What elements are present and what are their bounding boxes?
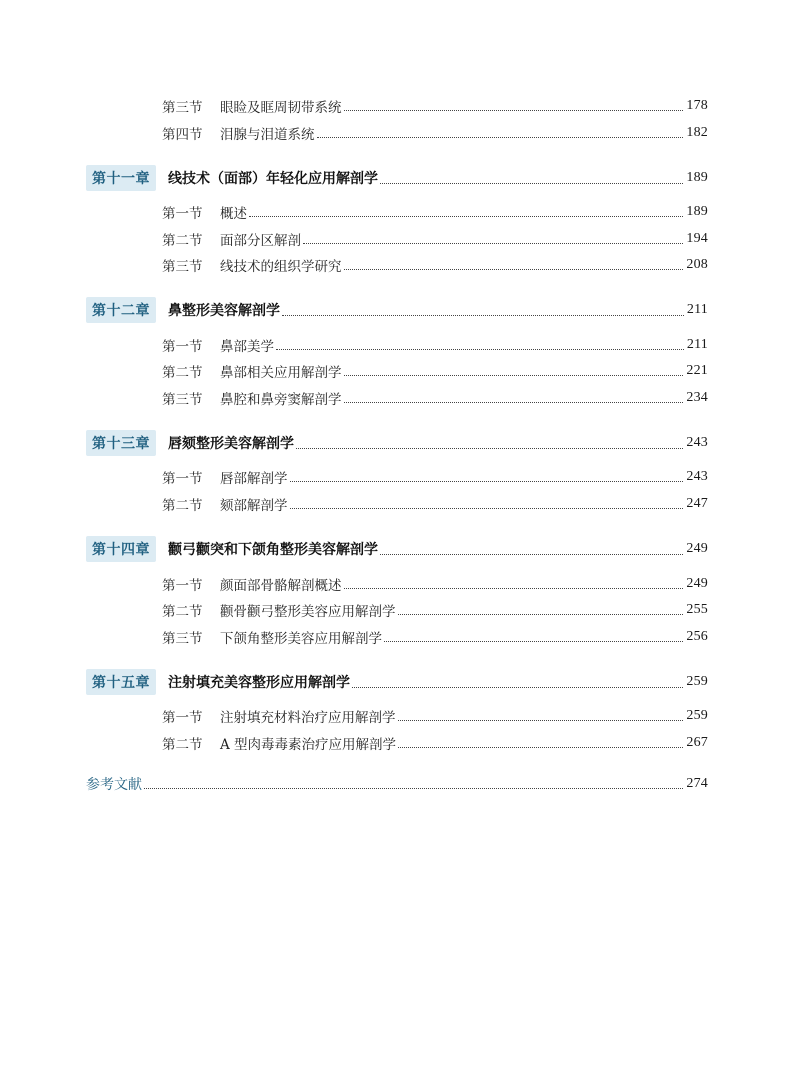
page-number: 274 [686, 776, 708, 791]
dot-leader [290, 507, 684, 509]
toc-chapter-row[interactable] [86, 669, 708, 695]
section-title: 眼睑及眶周韧带系统 [220, 100, 342, 116]
section-number: 第一节 [162, 710, 203, 726]
section-title: 唇部解剖学 [220, 471, 288, 487]
section-title: 泪腺与泪道系统 [220, 127, 315, 143]
toc-section-row[interactable] [162, 200, 708, 224]
toc-section-row[interactable] [162, 386, 708, 410]
toc-section-row[interactable] [162, 253, 708, 277]
toc-section-row[interactable] [162, 121, 708, 145]
page-number: 221 [686, 363, 708, 378]
page-number: 189 [686, 204, 708, 219]
chapter-label-badge: 第十四章 [86, 536, 156, 562]
toc-chapter-row[interactable] [86, 536, 708, 562]
page-number: 211 [686, 337, 708, 352]
page-number: 267 [686, 735, 708, 750]
section-number: 第三节 [162, 392, 203, 408]
page-number: 247 [686, 496, 708, 511]
dot-leader [249, 215, 683, 217]
chapter-title: 唇颏整形美容解剖学 [168, 436, 294, 452]
section-number: 第四节 [162, 127, 203, 143]
page-number: 234 [686, 390, 708, 405]
dot-leader [344, 587, 684, 589]
dot-leader [344, 374, 684, 376]
dot-leader [380, 553, 683, 555]
page-number: 249 [686, 576, 708, 591]
section-title: 概述 [220, 206, 247, 222]
section-number: 第二节 [162, 233, 203, 249]
toc-chapter-row[interactable] [86, 430, 708, 456]
chapter-label-badge: 第十二章 [86, 297, 156, 323]
section-number: 第二节 [162, 737, 203, 753]
section-title: A 型肉毒毒素治疗应用解剖学 [220, 737, 397, 753]
dot-leader [296, 447, 683, 449]
toc-chapter-row[interactable] [86, 165, 708, 191]
dot-leader [398, 719, 684, 721]
section-number: 第一节 [162, 578, 203, 594]
toc-section-row[interactable] [162, 465, 708, 489]
section-title: 鼻腔和鼻旁窦解剖学 [220, 392, 342, 408]
page-number: 208 [686, 257, 708, 272]
page-number: 256 [686, 629, 708, 644]
dot-leader [276, 348, 684, 350]
toc-section-row[interactable] [162, 572, 708, 596]
section-title: 鼻部相关应用解剖学 [220, 365, 342, 381]
section-number: 第一节 [162, 339, 203, 355]
dot-leader [303, 242, 683, 244]
dot-leader [398, 613, 684, 615]
toc-section-row[interactable] [162, 359, 708, 383]
chapter-title: 注射填充美容整形应用解剖学 [168, 675, 350, 691]
page-number: 194 [686, 231, 708, 246]
section-title: 下颌角整形美容应用解剖学 [220, 631, 382, 647]
toc-references-row[interactable] [86, 772, 708, 796]
section-number: 第三节 [162, 631, 203, 647]
section-title: 鼻部美学 [220, 339, 274, 355]
section-title: 颧骨颧弓整形美容应用解剖学 [220, 604, 396, 620]
dot-leader [144, 787, 683, 789]
toc-section-row[interactable] [162, 598, 708, 622]
dot-leader [384, 640, 683, 642]
dot-leader [344, 268, 684, 270]
dot-leader [352, 686, 683, 688]
section-title: 注射填充材料治疗应用解剖学 [220, 710, 396, 726]
section-title: 颜面部骨骼解剖概述 [220, 578, 342, 594]
page-number: 259 [686, 708, 708, 723]
page-number: 249 [686, 541, 708, 556]
section-number: 第一节 [162, 471, 203, 487]
toc-section-row[interactable] [162, 625, 708, 649]
section-number: 第二节 [162, 365, 203, 381]
chapter-label-badge: 第十一章 [86, 165, 156, 191]
chapter-label-badge: 第十三章 [86, 430, 156, 456]
page-number: 178 [686, 98, 708, 113]
dot-leader [344, 109, 684, 111]
page-number: 189 [686, 170, 708, 185]
section-number: 第二节 [162, 498, 203, 514]
section-title: 颏部解剖学 [220, 498, 288, 514]
section-number: 第三节 [162, 100, 203, 116]
chapter-label-badge: 第十五章 [86, 669, 156, 695]
dot-leader [344, 401, 684, 403]
toc-section-row[interactable] [162, 492, 708, 516]
chapter-title: 颧弓颧突和下颌角整形美容解剖学 [168, 542, 378, 558]
toc-section-row[interactable] [162, 94, 708, 118]
dot-leader [290, 480, 684, 482]
dot-leader [398, 746, 683, 748]
section-number: 第一节 [162, 206, 203, 222]
toc-section-row[interactable] [162, 333, 708, 357]
dot-leader [317, 136, 684, 138]
references-title: 参考文献 [86, 777, 142, 793]
toc-section-row[interactable] [162, 731, 708, 755]
page-number: 243 [686, 469, 708, 484]
section-title: 面部分区解剖 [220, 233, 301, 249]
toc-section-row[interactable] [162, 227, 708, 251]
page-number: 243 [686, 435, 708, 450]
page-number: 259 [686, 674, 708, 689]
dot-leader [380, 182, 683, 184]
chapter-title: 鼻整形美容解剖学 [168, 303, 280, 319]
page-number: 255 [686, 602, 708, 617]
section-number: 第三节 [162, 259, 203, 275]
page-number: 182 [686, 125, 708, 140]
section-title: 线技术的组织学研究 [220, 259, 342, 275]
dot-leader [282, 314, 684, 316]
toc-section-row[interactable] [162, 704, 708, 728]
chapter-title: 线技术（面部）年轻化应用解剖学 [168, 171, 378, 187]
page-number: 211 [686, 302, 708, 317]
toc-chapter-row[interactable] [86, 297, 708, 323]
section-number: 第二节 [162, 604, 203, 620]
